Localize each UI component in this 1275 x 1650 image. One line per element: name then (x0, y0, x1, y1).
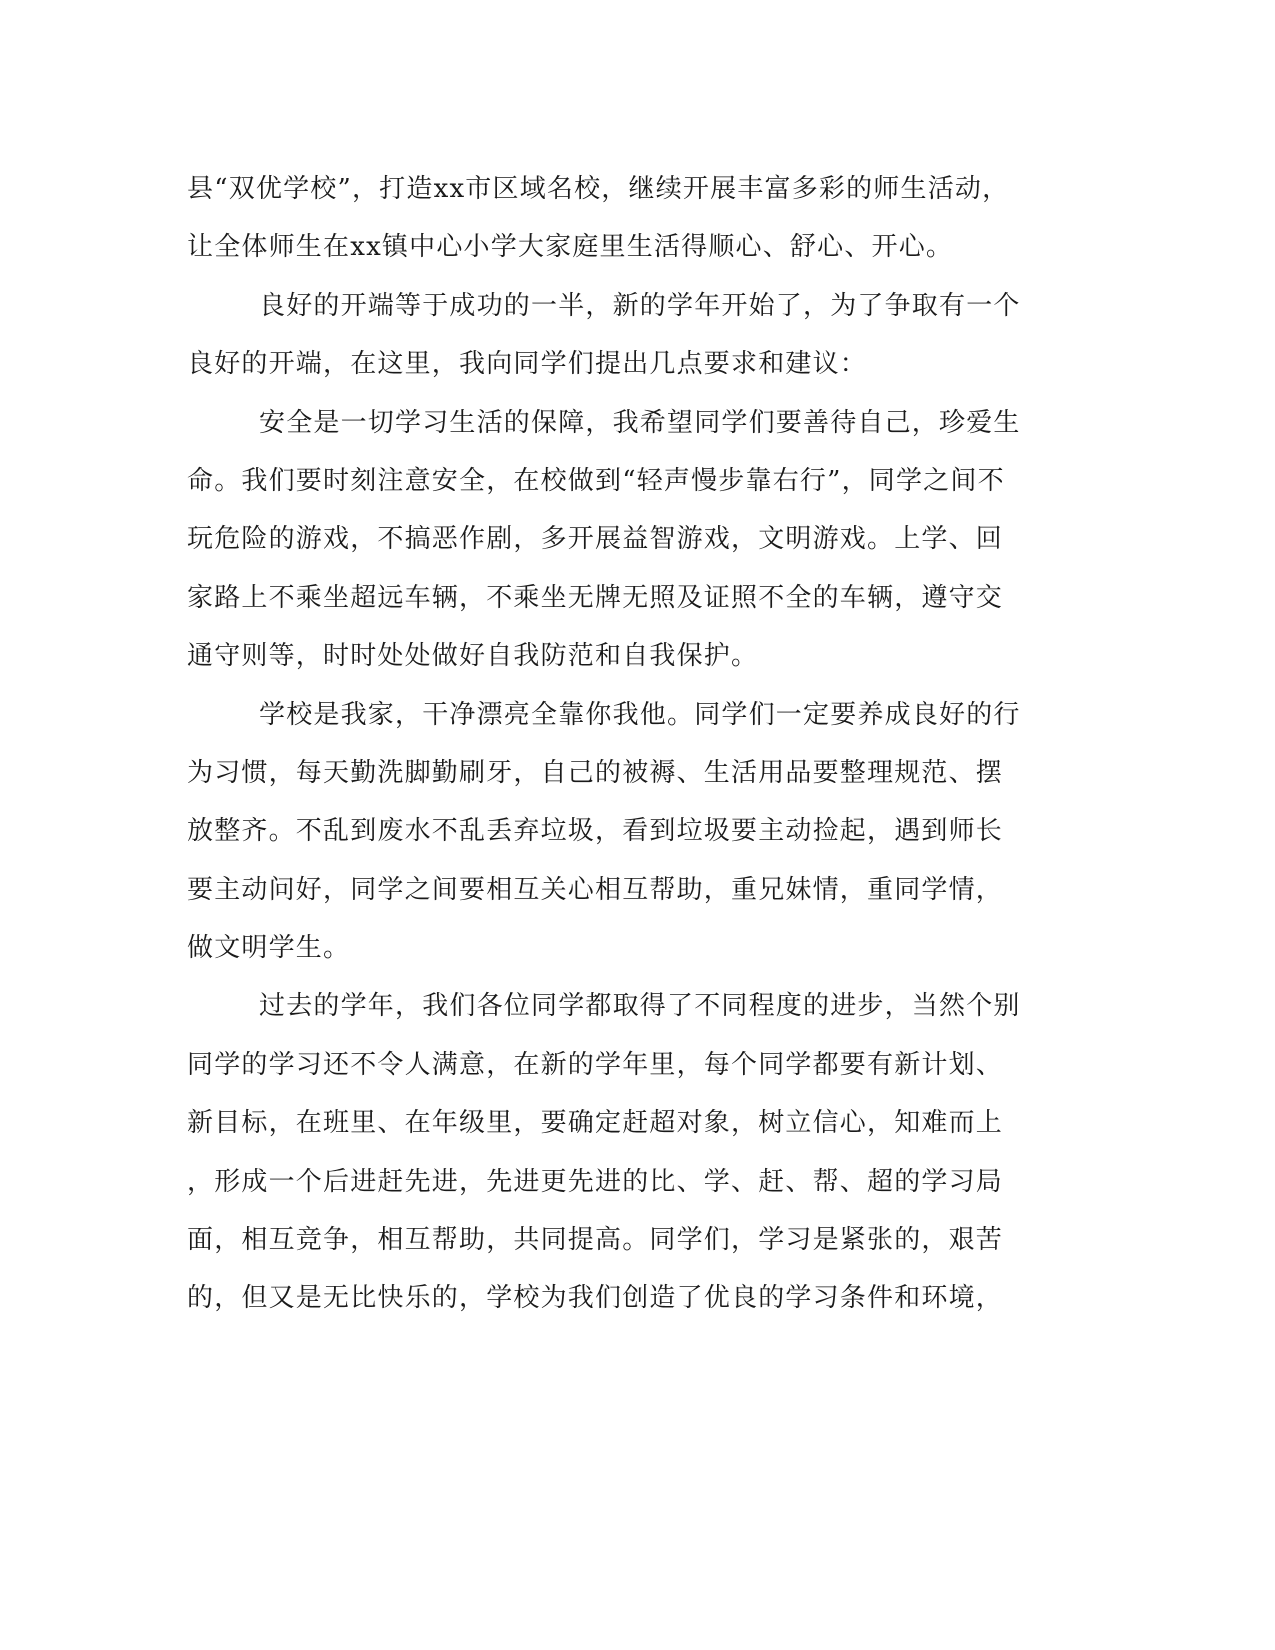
text-line: 为习惯，每天勤洗脚勤刷牙，自己的被褥、生活用品要整理规范、摆 (187, 757, 1004, 788)
text-line: 面，相互竞争，相互帮助，共同提高。同学们，学习是紧张的，艰苦 (187, 1225, 1004, 1256)
paragraph-start-line: 学校是我家，干净漂亮全靠你我他。同学们一定要养成良好的行 (259, 699, 1021, 730)
text-line: 新目标，在班里、在年级里，要确定赶超对象，树立信心，知难而上 (187, 1108, 1004, 1139)
text-line: 玩危险的游戏，不搞恶作剧，多开展益智游戏，文明游戏。上学、回 (187, 524, 1004, 555)
paragraph-start-line: 过去的学年，我们各位同学都取得了不同程度的进步，当然个别 (259, 991, 1021, 1022)
text-line: 通守则等，时时处处做好自我防范和自我保护。 (187, 641, 759, 672)
text-line: 要主动问好，同学之间要相互关心相互帮助，重兄妹情，重同学情， (187, 874, 1004, 905)
text-line: 同学的学习还不令人满意，在新的学年里，每个同学都要有新计划、 (187, 1049, 1004, 1080)
text-line: 家路上不乘坐超远车辆，不乘坐无牌无照及证照不全的车辆，遵守交 (187, 582, 1004, 613)
text-line: 良好的开端，在这里，我向同学们提出几点要求和建议： (187, 349, 868, 380)
text-line: 让全体师生在xx镇中心小学大家庭里生活得顺心、舒心、开心。 (187, 232, 954, 263)
document-body (187, 160, 1067, 1328)
text-line: ，形成一个后进赶先进，先进更先进的比、学、赶、帮、超的学习局 (187, 1166, 1004, 1197)
text-line: 县“双优学校”，打造xx市区域名校，继续开展丰富多彩的师生活动， (187, 174, 1010, 204)
text-line: 命。我们要时刻注意安全，在校做到“轻声慢步靠右行”，同学之间不 (187, 465, 1005, 496)
text-line: 做文明学生。 (187, 933, 351, 964)
paragraph-start-line: 安全是一切学习生活的保障，我希望同学们要善待自己，珍爱生 (259, 407, 1021, 438)
text-line: 的，但又是无比快乐的，学校为我们创造了优良的学习条件和环境， (187, 1283, 1004, 1314)
text-line: 放整齐。不乱到废水不乱丢弃垃圾，看到垃圾要主动捡起，遇到师长 (187, 816, 1004, 847)
paragraph-start-line: 良好的开端等于成功的一半，新的学年开始了，为了争取有一个 (259, 290, 1021, 321)
